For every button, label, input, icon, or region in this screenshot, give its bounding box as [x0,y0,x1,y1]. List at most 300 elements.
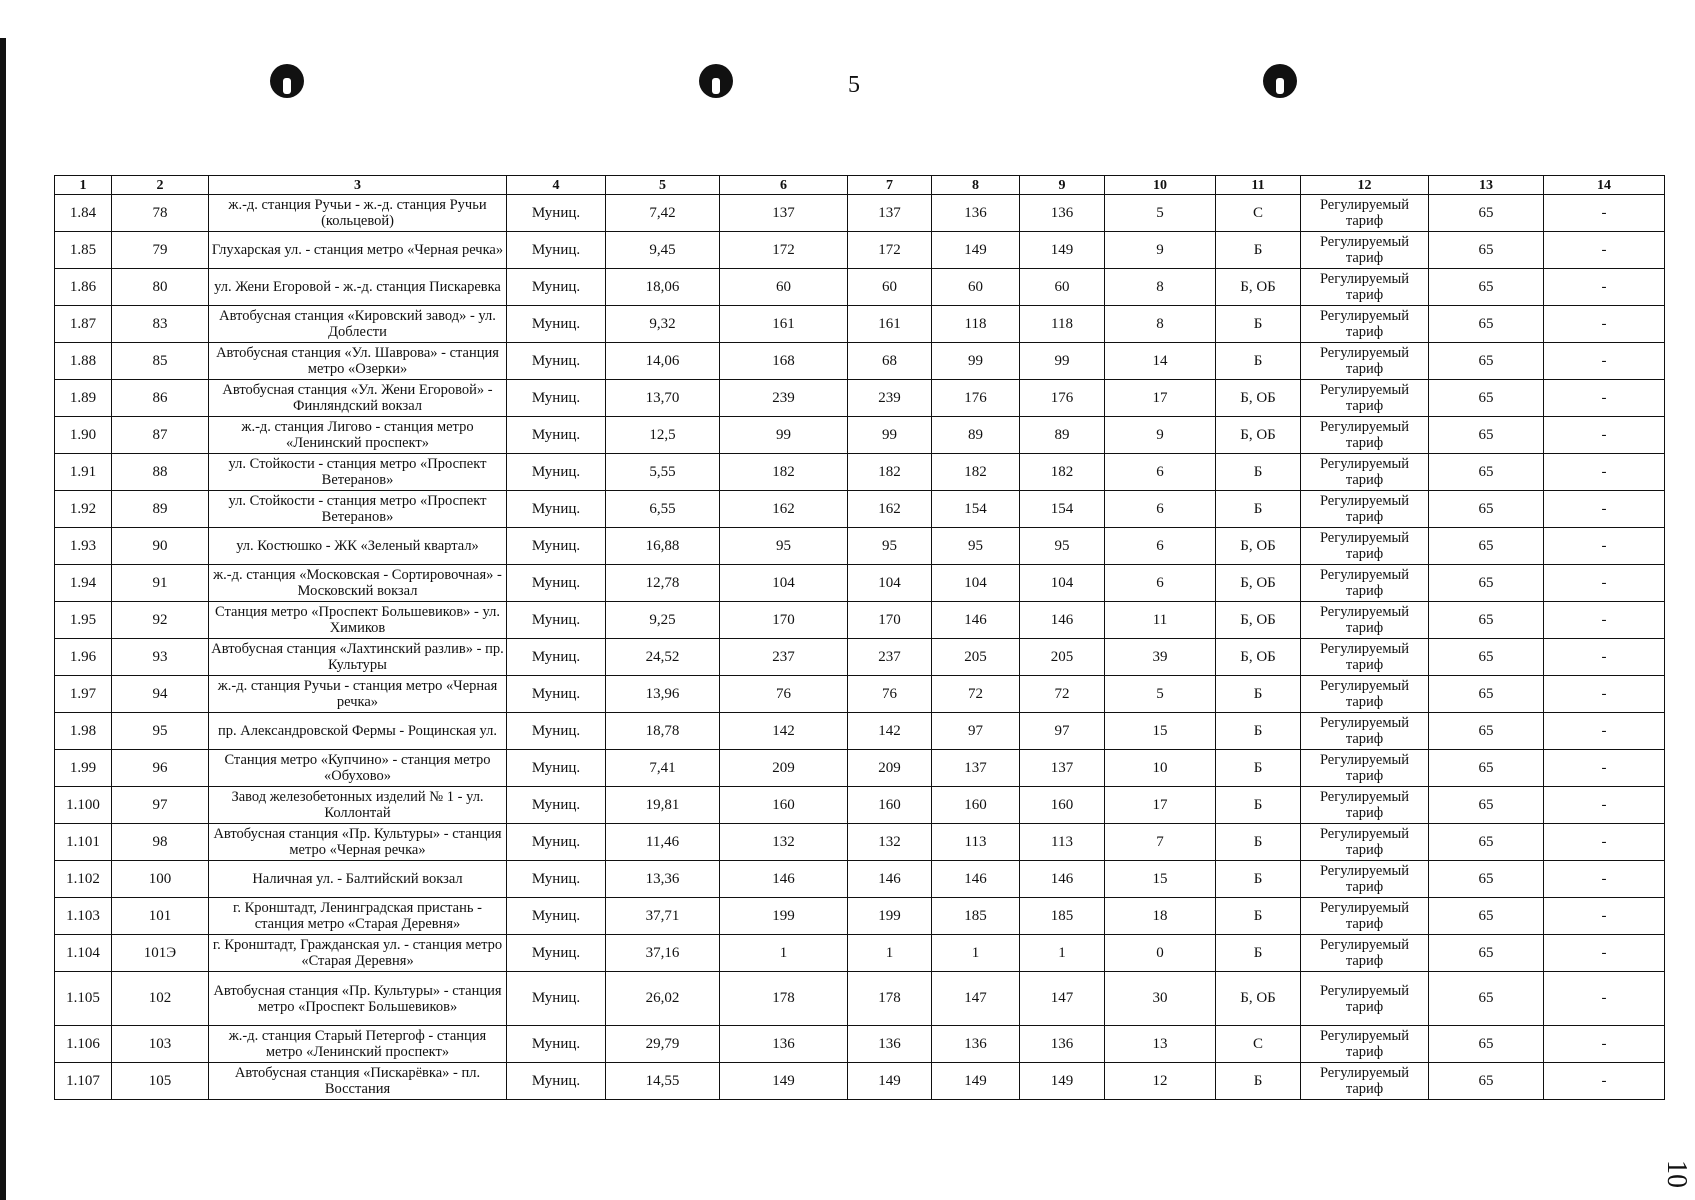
value-cell: 205 [932,639,1020,676]
value-cell: 176 [1020,380,1105,417]
length-cell: 5,55 [606,454,720,491]
class-cell: Б, ОБ [1216,528,1301,565]
length-cell: 12,78 [606,565,720,602]
value-cell: 161 [848,306,932,343]
value-cell: 65 [1429,306,1544,343]
route-number-cell: 80 [112,269,209,306]
route-number-cell: 100 [112,861,209,898]
value-cell: 65 [1429,269,1544,306]
value-cell: 12 [1105,1063,1216,1100]
table-row [55,380,1665,417]
dash-cell: - [1544,713,1665,750]
value-cell: 160 [932,787,1020,824]
value-cell: 65 [1429,528,1544,565]
table-row [55,528,1665,565]
type-cell: Муниц. [507,269,606,306]
table-row [55,195,1665,232]
corner-handwritten-mark: 10 [1661,1160,1692,1188]
value-cell: 65 [1429,787,1544,824]
row-number-cell: 1.98 [55,713,112,750]
route-name-cell: ж.-д. станция Лигово - станция метро «Ленинский проспект» [209,417,507,454]
dash-cell: - [1544,528,1665,565]
tariff-cell: Регулируемый тариф [1301,528,1429,565]
table-row [55,787,1665,824]
value-cell: 60 [720,269,848,306]
route-name-cell: ул. Жени Егоровой - ж.-д. станция Пискаревка [209,269,507,306]
tariff-cell: Регулируемый тариф [1301,306,1429,343]
table-row [55,602,1665,639]
dash-cell: - [1544,750,1665,787]
value-cell: 137 [1020,750,1105,787]
column-header: 3 [209,176,507,195]
value-cell: 60 [1020,269,1105,306]
value-cell: 5 [1105,195,1216,232]
value-cell: 97 [1020,713,1105,750]
type-cell: Муниц. [507,639,606,676]
value-cell: 89 [1020,417,1105,454]
table-row [55,269,1665,306]
route-number-cell: 85 [112,343,209,380]
column-header: 6 [720,176,848,195]
value-cell: 149 [932,1063,1020,1100]
value-cell: 185 [1020,898,1105,935]
value-cell: 146 [1020,602,1105,639]
tariff-cell: Регулируемый тариф [1301,713,1429,750]
column-header: 10 [1105,176,1216,195]
value-cell: 65 [1429,972,1544,1026]
route-name-cell: ул. Стойкости - станция метро «Проспект Ветеранов» [209,491,507,528]
value-cell: 65 [1429,639,1544,676]
value-cell: 17 [1105,380,1216,417]
row-number-cell: 1.89 [55,380,112,417]
value-cell: 11 [1105,602,1216,639]
length-cell: 37,71 [606,898,720,935]
route-name-cell: Автобусная станция «Пр. Культуры» - станция метро «Проспект Большевиков» [209,972,507,1026]
value-cell: 65 [1429,713,1544,750]
route-name-cell: г. Кронштадт, Ленинградская пристань - станция метро «Старая Деревня» [209,898,507,935]
tariff-cell: Регулируемый тариф [1301,898,1429,935]
dash-cell: - [1544,787,1665,824]
value-cell: 1 [720,935,848,972]
value-cell: 65 [1429,935,1544,972]
class-cell: Б [1216,343,1301,380]
value-cell: 5 [1105,676,1216,713]
value-cell: 136 [720,1026,848,1063]
route-name-cell: ул. Костюшко - ЖК «Зеленый квартал» [209,528,507,565]
tariff-cell: Регулируемый тариф [1301,417,1429,454]
row-number-cell: 1.93 [55,528,112,565]
route-name-cell: Автобусная станция «Пр. Культуры» - станция метро «Черная речка» [209,824,507,861]
route-number-cell: 91 [112,565,209,602]
value-cell: 65 [1429,565,1544,602]
punch-hole-icon [697,62,735,100]
class-cell: Б [1216,713,1301,750]
table-row [55,639,1665,676]
row-number-cell: 1.86 [55,269,112,306]
value-cell: 149 [1020,1063,1105,1100]
route-number-cell: 83 [112,306,209,343]
value-cell: 176 [932,380,1020,417]
value-cell: 72 [1020,676,1105,713]
table-row [55,824,1665,861]
tariff-cell: Регулируемый тариф [1301,602,1429,639]
table-row [55,491,1665,528]
row-number-cell: 1.104 [55,935,112,972]
type-cell: Муниц. [507,528,606,565]
length-cell: 29,79 [606,1026,720,1063]
punch-hole-icon [1261,62,1299,100]
value-cell: 199 [720,898,848,935]
dash-cell: - [1544,232,1665,269]
type-cell: Муниц. [507,454,606,491]
length-cell: 9,32 [606,306,720,343]
route-number-cell: 97 [112,787,209,824]
row-number-cell: 1.97 [55,676,112,713]
value-cell: 142 [848,713,932,750]
value-cell: 146 [932,602,1020,639]
value-cell: 17 [1105,787,1216,824]
value-cell: 65 [1429,195,1544,232]
value-cell: 8 [1105,269,1216,306]
type-cell: Муниц. [507,898,606,935]
type-cell: Муниц. [507,935,606,972]
dash-cell: - [1544,676,1665,713]
value-cell: 10 [1105,750,1216,787]
value-cell: 149 [1020,232,1105,269]
value-cell: 65 [1429,417,1544,454]
dash-cell: - [1544,1063,1665,1100]
value-cell: 239 [720,380,848,417]
type-cell: Муниц. [507,565,606,602]
route-name-cell: ул. Стойкости - станция метро «Проспект Ветеранов» [209,454,507,491]
row-number-cell: 1.100 [55,787,112,824]
value-cell: 170 [848,602,932,639]
class-cell: Б [1216,454,1301,491]
length-cell: 7,42 [606,195,720,232]
value-cell: 95 [720,528,848,565]
value-cell: 95 [1020,528,1105,565]
route-name-cell: ж.-д. станция «Московская - Сортировочная» - Московский вокзал [209,565,507,602]
value-cell: 239 [848,380,932,417]
table-row [55,1026,1665,1063]
value-cell: 65 [1429,676,1544,713]
row-number-cell: 1.91 [55,454,112,491]
value-cell: 99 [932,343,1020,380]
tariff-cell: Регулируемый тариф [1301,1063,1429,1100]
value-cell: 65 [1429,1063,1544,1100]
type-cell: Муниц. [507,676,606,713]
route-number-cell: 98 [112,824,209,861]
dash-cell: - [1544,269,1665,306]
table-row [55,565,1665,602]
value-cell: 137 [932,750,1020,787]
value-cell: 97 [932,713,1020,750]
table-row [55,1063,1665,1100]
tariff-cell: Регулируемый тариф [1301,565,1429,602]
type-cell: Муниц. [507,602,606,639]
row-number-cell: 1.88 [55,343,112,380]
value-cell: 147 [932,972,1020,1026]
tariff-cell: Регулируемый тариф [1301,824,1429,861]
route-name-cell: Автобусная станция «Ул. Шаврова» - станция метро «Озерки» [209,343,507,380]
length-cell: 6,55 [606,491,720,528]
value-cell: 205 [1020,639,1105,676]
value-cell: 104 [1020,565,1105,602]
dash-cell: - [1544,565,1665,602]
value-cell: 149 [720,1063,848,1100]
value-cell: 65 [1429,380,1544,417]
route-number-cell: 87 [112,417,209,454]
route-number-cell: 103 [112,1026,209,1063]
class-cell: Б [1216,935,1301,972]
value-cell: 65 [1429,343,1544,380]
route-number-cell: 96 [112,750,209,787]
tariff-cell: Регулируемый тариф [1301,676,1429,713]
value-cell: 149 [932,232,1020,269]
value-cell: 15 [1105,713,1216,750]
class-cell: Б, ОБ [1216,602,1301,639]
class-cell: Б [1216,787,1301,824]
row-number-cell: 1.92 [55,491,112,528]
type-cell: Муниц. [507,861,606,898]
value-cell: 118 [1020,306,1105,343]
column-header: 2 [112,176,209,195]
value-cell: 65 [1429,898,1544,935]
column-header: 12 [1301,176,1429,195]
route-number-cell: 94 [112,676,209,713]
route-number-cell: 79 [112,232,209,269]
value-cell: 104 [848,565,932,602]
dash-cell: - [1544,639,1665,676]
value-cell: 30 [1105,972,1216,1026]
route-name-cell: Автобусная станция «Пискарёвка» - пл. Восстания [209,1063,507,1100]
value-cell: 237 [848,639,932,676]
value-cell: 136 [932,195,1020,232]
route-name-cell: г. Кронштадт, Гражданская ул. - станция метро «Старая Деревня» [209,935,507,972]
value-cell: 89 [932,417,1020,454]
tariff-cell: Регулируемый тариф [1301,380,1429,417]
dash-cell: - [1544,898,1665,935]
dash-cell: - [1544,935,1665,972]
value-cell: 170 [720,602,848,639]
value-cell: 60 [932,269,1020,306]
length-cell: 9,45 [606,232,720,269]
tariff-cell: Регулируемый тариф [1301,787,1429,824]
value-cell: 76 [720,676,848,713]
row-number-cell: 1.102 [55,861,112,898]
value-cell: 160 [720,787,848,824]
row-number-cell: 1.103 [55,898,112,935]
value-cell: 136 [1020,1026,1105,1063]
row-number-cell: 1.106 [55,1026,112,1063]
value-cell: 172 [720,232,848,269]
value-cell: 65 [1429,491,1544,528]
type-cell: Муниц. [507,491,606,528]
route-number-cell: 102 [112,972,209,1026]
value-cell: 95 [848,528,932,565]
type-cell: Муниц. [507,972,606,1026]
length-cell: 12,5 [606,417,720,454]
value-cell: 1 [932,935,1020,972]
value-cell: 104 [720,565,848,602]
route-number-cell: 88 [112,454,209,491]
route-number-cell: 105 [112,1063,209,1100]
value-cell: 162 [720,491,848,528]
value-cell: 132 [848,824,932,861]
value-cell: 1 [848,935,932,972]
value-cell: 6 [1105,454,1216,491]
table-row [55,898,1665,935]
row-number-cell: 1.96 [55,639,112,676]
value-cell: 185 [932,898,1020,935]
dash-cell: - [1544,380,1665,417]
dash-cell: - [1544,861,1665,898]
route-name-cell: пр. Александровской Фермы - Рощинская ул. [209,713,507,750]
dash-cell: - [1544,343,1665,380]
class-cell: Б [1216,750,1301,787]
value-cell: 65 [1429,232,1544,269]
route-number-cell: 90 [112,528,209,565]
type-cell: Муниц. [507,232,606,269]
dash-cell: - [1544,824,1665,861]
route-number-cell: 101 [112,898,209,935]
tariff-cell: Регулируемый тариф [1301,343,1429,380]
value-cell: 8 [1105,306,1216,343]
length-cell: 7,41 [606,750,720,787]
row-number-cell: 1.99 [55,750,112,787]
column-header: 13 [1429,176,1544,195]
length-cell: 24,52 [606,639,720,676]
tariff-cell: Регулируемый тариф [1301,269,1429,306]
dash-cell: - [1544,454,1665,491]
row-number-cell: 1.85 [55,232,112,269]
tariff-cell: Регулируемый тариф [1301,861,1429,898]
value-cell: 182 [720,454,848,491]
value-cell: 149 [848,1063,932,1100]
value-cell: 118 [932,306,1020,343]
value-cell: 65 [1429,750,1544,787]
column-header: 9 [1020,176,1105,195]
class-cell: Б [1216,232,1301,269]
length-cell: 13,70 [606,380,720,417]
value-cell: 6 [1105,565,1216,602]
class-cell: Б, ОБ [1216,269,1301,306]
value-cell: 182 [1020,454,1105,491]
value-cell: 161 [720,306,848,343]
row-number-cell: 1.94 [55,565,112,602]
value-cell: 209 [720,750,848,787]
route-number-cell: 101Э [112,935,209,972]
value-cell: 95 [932,528,1020,565]
value-cell: 146 [848,861,932,898]
route-name-cell: Автобусная станция «Кировский завод» - ул. Доблести [209,306,507,343]
route-name-cell: Глухарская ул. - станция метро «Черная речка» [209,232,507,269]
value-cell: 147 [1020,972,1105,1026]
value-cell: 136 [1020,195,1105,232]
route-name-cell: Завод железобетонных изделий № 1 - ул. Коллонтай [209,787,507,824]
value-cell: 137 [720,195,848,232]
value-cell: 182 [848,454,932,491]
value-cell: 65 [1429,861,1544,898]
type-cell: Муниц. [507,380,606,417]
value-cell: 160 [1020,787,1105,824]
class-cell: Б, ОБ [1216,972,1301,1026]
value-cell: 146 [932,861,1020,898]
value-cell: 99 [720,417,848,454]
value-cell: 178 [848,972,932,1026]
type-cell: Муниц. [507,343,606,380]
route-name-cell: Наличная ул. - Балтийский вокзал [209,861,507,898]
value-cell: 99 [1020,343,1105,380]
value-cell: 6 [1105,491,1216,528]
tariff-cell: Регулируемый тариф [1301,454,1429,491]
column-header: 1 [55,176,112,195]
route-number-cell: 86 [112,380,209,417]
value-cell: 136 [848,1026,932,1063]
tariff-cell: Регулируемый тариф [1301,750,1429,787]
table-row [55,676,1665,713]
tariff-cell: Регулируемый тариф [1301,972,1429,1026]
length-cell: 16,88 [606,528,720,565]
dash-cell: - [1544,972,1665,1026]
class-cell: Б, ОБ [1216,417,1301,454]
row-number-cell: 1.95 [55,602,112,639]
table-row [55,750,1665,787]
column-header: 8 [932,176,1020,195]
length-cell: 9,25 [606,602,720,639]
class-cell: Б [1216,824,1301,861]
value-cell: 113 [932,824,1020,861]
row-number-cell: 1.84 [55,195,112,232]
tariff-cell: Регулируемый тариф [1301,639,1429,676]
route-name-cell: Автобусная станция «Лахтинский разлив» - пр. Культуры [209,639,507,676]
value-cell: 7 [1105,824,1216,861]
scan-edge-bar [0,38,6,1200]
dash-cell: - [1544,417,1665,454]
type-cell: Муниц. [507,1026,606,1063]
value-cell: 137 [848,195,932,232]
type-cell: Муниц. [507,1063,606,1100]
value-cell: 146 [720,861,848,898]
value-cell: 65 [1429,824,1544,861]
value-cell: 65 [1429,454,1544,491]
type-cell: Муниц. [507,417,606,454]
column-header: 7 [848,176,932,195]
tariff-cell: Регулируемый тариф [1301,491,1429,528]
row-number-cell: 1.90 [55,417,112,454]
type-cell: Муниц. [507,195,606,232]
route-name-cell: Станция метро «Купчино» - станция метро «Обухово» [209,750,507,787]
value-cell: 172 [848,232,932,269]
length-cell: 13,36 [606,861,720,898]
row-number-cell: 1.107 [55,1063,112,1100]
route-number-cell: 95 [112,713,209,750]
class-cell: С [1216,195,1301,232]
table-row [55,232,1665,269]
tariff-cell: Регулируемый тариф [1301,195,1429,232]
length-cell: 11,46 [606,824,720,861]
class-cell: Б [1216,676,1301,713]
dash-cell: - [1544,602,1665,639]
value-cell: 136 [932,1026,1020,1063]
value-cell: 0 [1105,935,1216,972]
route-name-cell: Автобусная станция «Ул. Жени Егоровой» - Финляндский вокзал [209,380,507,417]
value-cell: 65 [1429,602,1544,639]
length-cell: 14,55 [606,1063,720,1100]
length-cell: 14,06 [606,343,720,380]
dash-cell: - [1544,491,1665,528]
class-cell: Б, ОБ [1216,380,1301,417]
